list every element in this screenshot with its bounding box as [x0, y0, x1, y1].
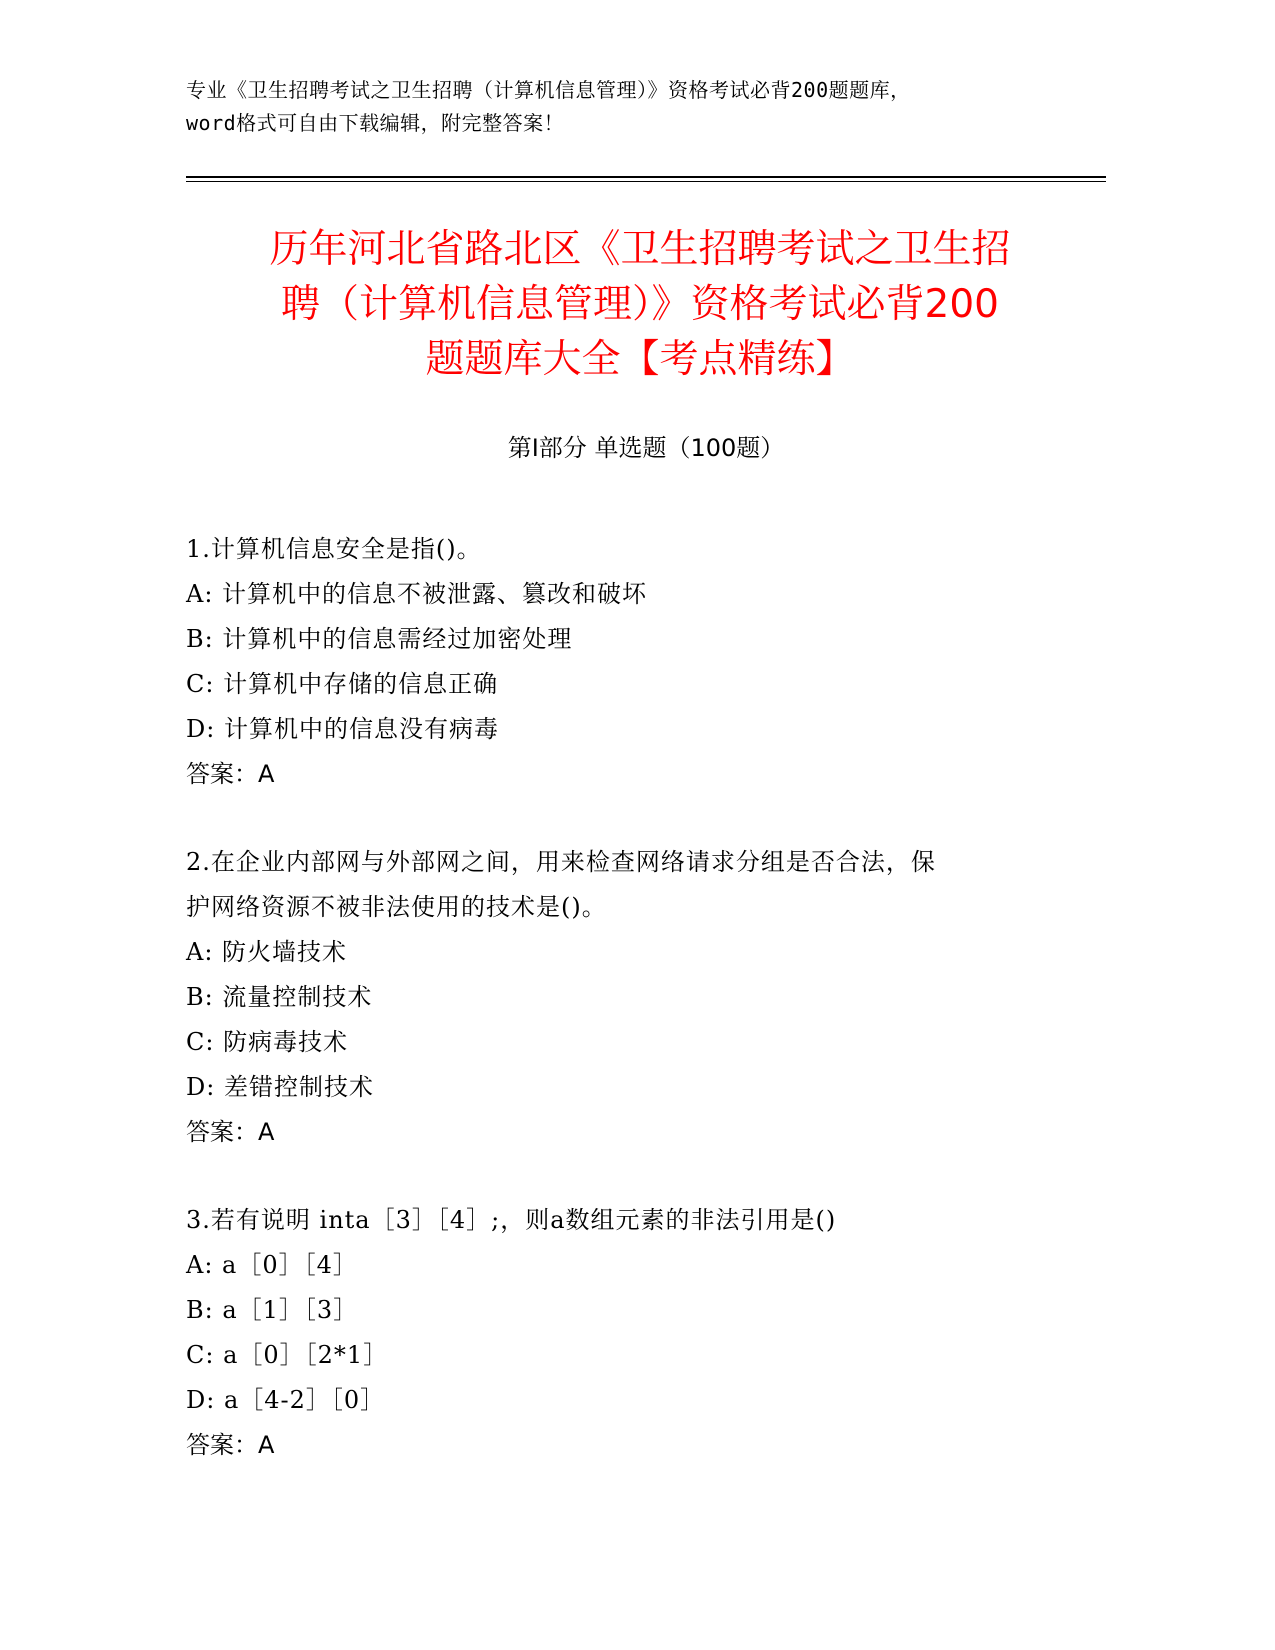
option-c: C: a［0］［2*1］: [186, 1341, 389, 1369]
question-2: [186, 840, 1066, 1155]
option-d: D: 差错控制技术: [186, 1073, 374, 1101]
question-stem: 2.在企业内部网与外部网之间，用来检查网络请求分组是否合法，保: [186, 848, 936, 876]
option-b: B: 计算机中的信息需经过加密处理: [186, 625, 573, 653]
question-stem-continued: 护网络资源不被非法使用的技术是()。: [186, 893, 607, 921]
option-a: A: 防火墙技术: [186, 938, 348, 966]
header-divider-thick: [186, 176, 1106, 178]
question-1: [186, 527, 1066, 797]
header-note: [186, 74, 1106, 140]
header-note-line-2: word格式可自由下载编辑，附完整答案！: [186, 111, 565, 135]
header-divider-thin: [186, 181, 1106, 182]
answer-label: 答案：A: [186, 1431, 275, 1459]
option-c: C: 计算机中存储的信息正确: [186, 670, 499, 698]
option-d: D: 计算机中的信息没有病毒: [186, 715, 499, 743]
section-title: 第I部分 单选题（100题）: [507, 434, 785, 462]
question-3: [186, 1198, 1066, 1468]
header-note-line-1: 专业《卫生招聘考试之卫生招聘（计算机信息管理）》资格考试必背200题题库，: [186, 78, 911, 102]
option-a: A: 计算机中的信息不被泄露、篡改和破坏: [186, 580, 648, 608]
question-stem: 3.若有说明 inta［3］［4］;，则a数组元素的非法引用是(): [186, 1206, 837, 1234]
option-b: B: a［1］［3］: [186, 1296, 359, 1324]
document-title-line-1: 历年河北省路北区《卫生招聘考试之卫生招: [269, 227, 1011, 272]
document-title-line-3: 题题库大全【考点精练】: [425, 337, 855, 382]
option-a: A: a［0］［4］: [186, 1251, 358, 1279]
document-title-line-2: 聘（计算机信息管理）》资格考试必背200: [281, 282, 999, 327]
document-title: [190, 222, 1090, 387]
option-b: B: 流量控制技术: [186, 983, 373, 1011]
question-stem: 1.计算机信息安全是指()。: [186, 535, 482, 563]
option-c: C: 防病毒技术: [186, 1028, 349, 1056]
option-d: D: a［4-2］［0］: [186, 1386, 386, 1414]
answer-label: 答案：A: [186, 1118, 275, 1146]
answer-label: 答案：A: [186, 760, 275, 788]
